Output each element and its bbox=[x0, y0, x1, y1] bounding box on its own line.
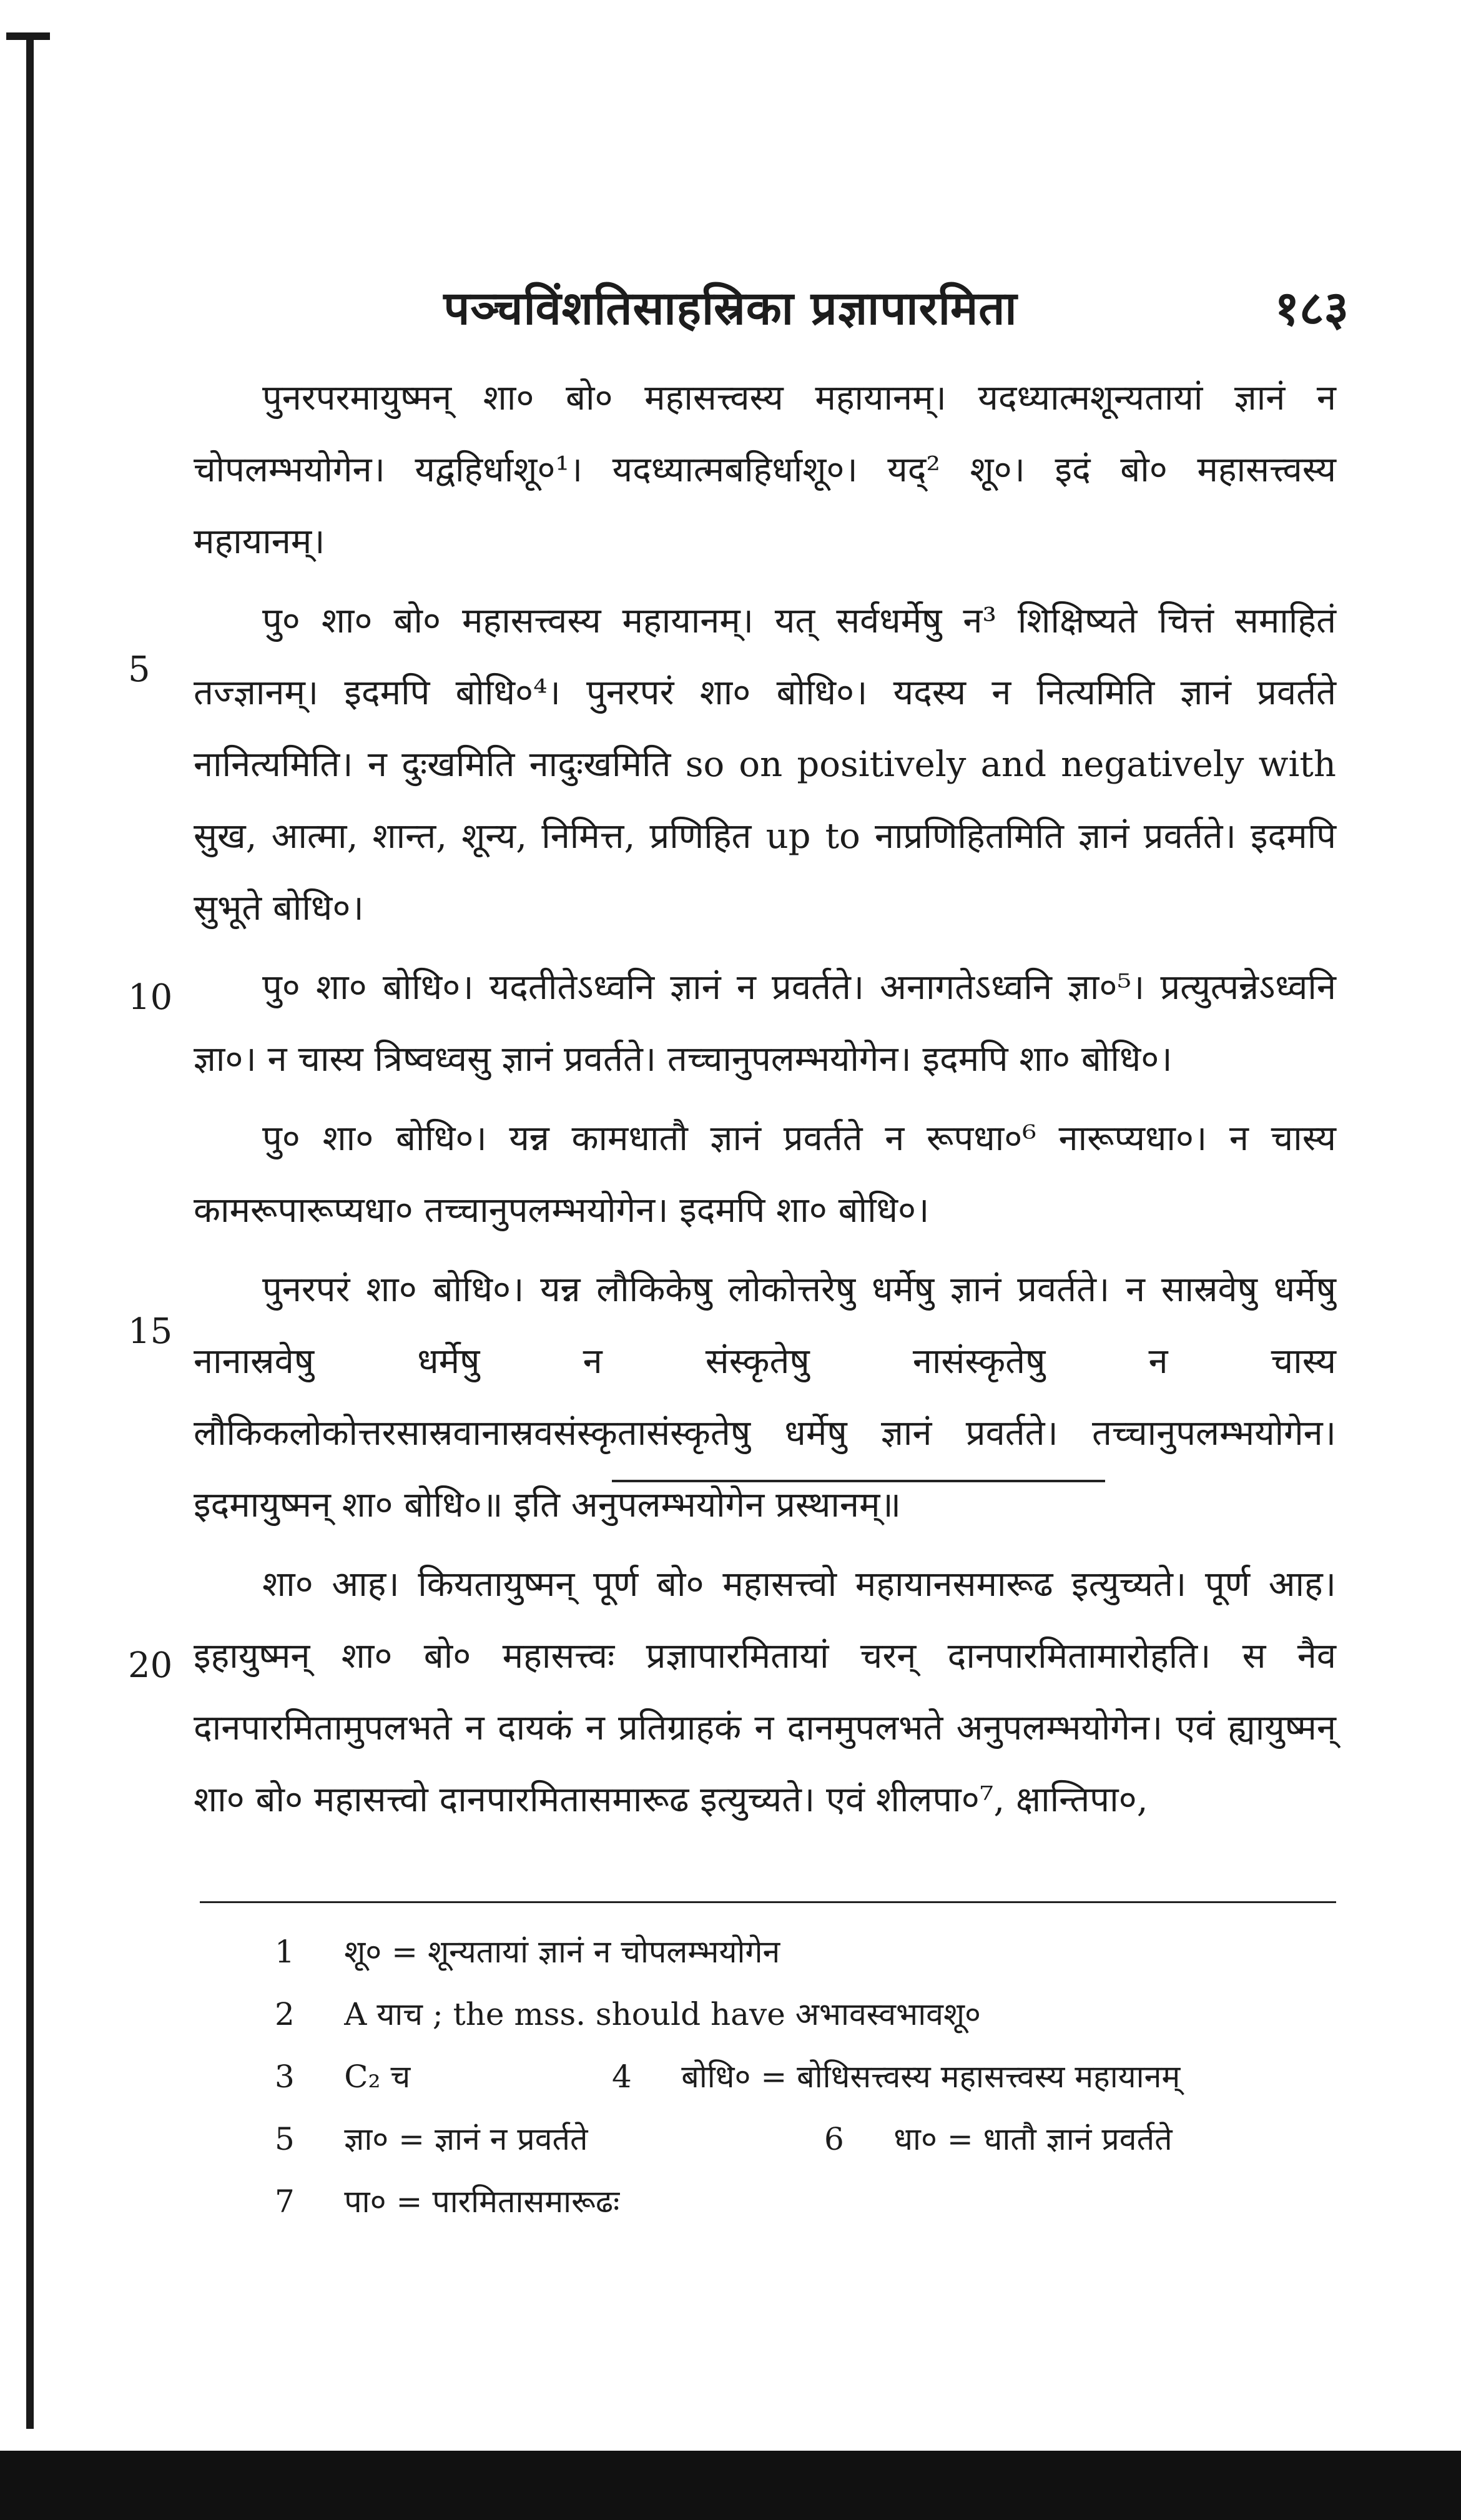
paragraph: पुनरपरं शा० बोधि०। यन्न लौकिकेषु लोकोत्तरेषु धर्मेषु ज्ञानं प्रवर्तते। न सास्रवेषु धर्मेषु नानास्रवेषु धर्मेषु न संस्कृतेषु नासंस्कृतेषु न चास्य लौकिकलोकोत्तरसास्रवानास्रवसंस्कृतासंस्कृतेषु धर्मेषु ज्ञानं प्रवर्तते। तच्चानुपलम्भयोगेन। इदमायुष्मन् शा० बोधि०॥ इति अनुपलम्भयोगेन प्रस्थानम्॥ bbox=[194, 1269, 1336, 1525]
line-number: 15 bbox=[128, 1311, 173, 1352]
footnote-6 bbox=[824, 2117, 1173, 2159]
footnote-text: पा० = पारमितासमारूढः bbox=[344, 2183, 620, 2220]
footnote-rule bbox=[200, 1901, 1336, 1903]
body-text bbox=[194, 362, 1336, 1843]
line-number: 10 bbox=[128, 977, 173, 1018]
footnote-text: A याच ; the mss. should have अभावस्वभावशू० bbox=[344, 1996, 981, 2032]
section-end-underline bbox=[612, 1480, 1105, 1482]
footnote-4 bbox=[612, 2054, 1180, 2097]
footnote-number: 5 bbox=[275, 2121, 295, 2157]
footnote-number: 4 bbox=[612, 2059, 632, 2095]
footnote-1 bbox=[275, 1929, 780, 1972]
footnote-text: धा० = धातौ ज्ञानं प्रवर्तते bbox=[893, 2121, 1173, 2157]
footnote-text: ज्ञा० = ज्ञानं न प्रवर्तते bbox=[344, 2121, 588, 2157]
paragraph: पुनरपरमायुष्मन् शा० बो० महासत्त्वस्य महायानम्। यदध्यात्मशून्यतायां ज्ञानं न चोपलम्भयोगेन। यद्वहिर्धाशू०¹। यदध्यात्मबहिर्धाशू०। यद्² शू०। इदं बो० महासत्त्वस्य महायानम्। bbox=[194, 378, 1336, 562]
paragraph: शा० आह। कियतायुष्मन् पूर्ण बो० महासत्त्वो महायानसमारूढ इत्युच्यते। पूर्ण आह। इहायुष्मन् शा० बो० महासत्त्वः प्रज्ञापारमितायां चरन् दानपारमितामारोहति। स नैव दानपारमितामुपलभते न दायकं न प्रतिग्राहकं न दानमुपलभते अनुपलम्भयोगेन। एवं ह्यायुष्मन् शा० बो० महासत्त्वो दानपारमितासमारूढ इत्युच्यते। एवं शीलपा०⁷, क्षान्तिपा०, bbox=[194, 1564, 1336, 1820]
footnote-number: 1 bbox=[275, 1934, 295, 1970]
paragraph: पु० शा० बोधि०। यन्न कामधातौ ज्ञानं प्रवर्तते न रूपधा०⁶ नारूप्यधा०। न चास्य कामरूपारूप्यधा० तच्चानुपलम्भयोगेन। इदमपि शा० बोधि०। bbox=[194, 1118, 1336, 1231]
footnote-5 bbox=[275, 2117, 588, 2159]
footnote-2 bbox=[275, 1992, 981, 2034]
page-number: १८३ bbox=[1274, 280, 1349, 336]
footnote-number: 2 bbox=[275, 1996, 295, 2032]
footnote-number: 6 bbox=[824, 2121, 844, 2157]
footnote-number: 3 bbox=[275, 2059, 295, 2095]
footnote-number: 7 bbox=[275, 2183, 295, 2220]
footnote-3 bbox=[275, 2054, 410, 2097]
footnote-text: बोधि० = बोधिसत्त्वस्य महासत्त्वस्य महायानम् bbox=[681, 2059, 1181, 2095]
line-number: 5 bbox=[128, 649, 150, 690]
paragraph: पु० शा० बो० महासत्त्वस्य महायानम्। यत् सर्वधर्मेषु न³ शिक्षिष्यते चित्तं समाहितं तज्ज्ञानम्। इदमपि बोधि०⁴। पुनरपरं शा० बोधि०। यदस्य न नित्यमिति ज्ञानं प्रवर्तते नानित्यमिति। न दुःखमिति नादुःखमिति so on positively and negatively with सुख, आत्मा, शान्त, शून्य, निमित्त, प्रणिहित up to नाप्रणिहितमिति ज्ञानं प्रवर्तते। इदमपि सुभूते बोधि०। bbox=[194, 601, 1336, 928]
line-number: 20 bbox=[128, 1645, 173, 1686]
footnote-text: शू० = शून्यतायां ज्ञानं न चोपलम्भयोगेन bbox=[344, 1934, 780, 1970]
paragraph: पु० शा० बोधि०। यदतीतेऽध्वनि ज्ञानं न प्रवर्तते। अनागतेऽध्वनि ज्ञा०⁵। प्रत्युत्पन्नेऽध्वनि ज्ञा०। न चास्य त्रिष्वध्वसु ज्ञानं प्रवर्तते। तच्चानुपलम्भयोगेन। इदमपि शा० बोधि०। bbox=[194, 967, 1336, 1080]
footnote-7 bbox=[275, 2179, 619, 2222]
page-title: पञ्चविंशतिसाहस्रिका प्रज्ञापारमिता bbox=[443, 282, 1018, 335]
scan-edge-bar bbox=[0, 2451, 1461, 2520]
margin-rule bbox=[26, 37, 34, 2429]
footnote-text: C₂ च bbox=[344, 2059, 411, 2095]
